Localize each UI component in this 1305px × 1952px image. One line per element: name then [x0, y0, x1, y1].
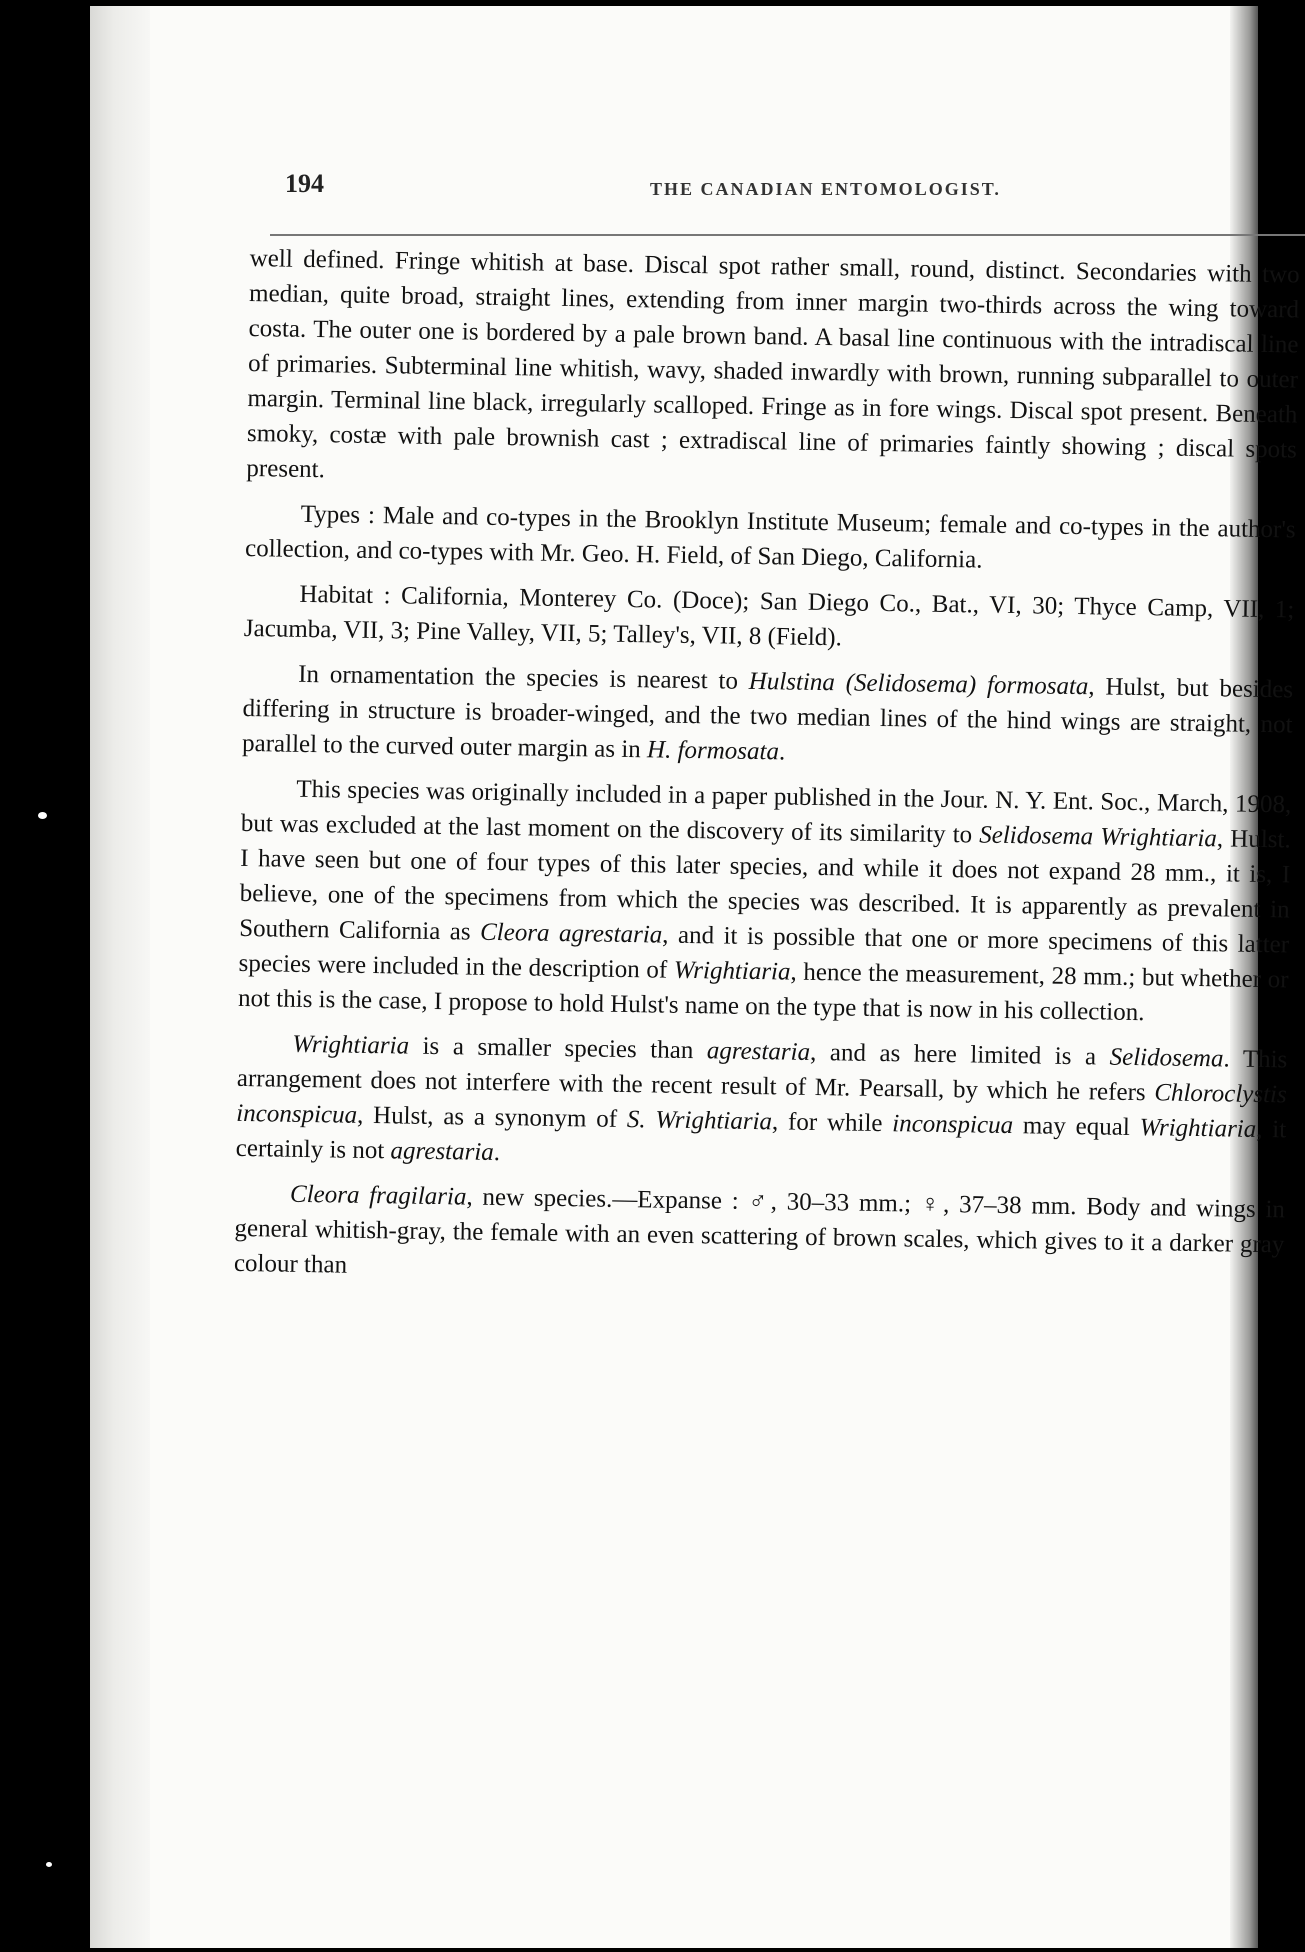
paragraph-text: This species was originally included in a paper published in the Jour. N. Y. Ent. Soc., March, 1908, but was excluded at the last moment on the discovery of its similarity to — [240, 775, 1292, 849]
italic-taxon-text: Chloroclystis inconspicua — [236, 1079, 1287, 1129]
paragraph-text: . — [493, 1138, 501, 1167]
page-number: 194 — [285, 169, 324, 198]
paragraph-text: . — [778, 738, 786, 766]
paragraph — [234, 1176, 1286, 1297]
paragraph — [245, 496, 1296, 582]
italic-taxon-text: Hulstina (Selidosema) formosata — [748, 667, 1089, 701]
page-gutter-shadow — [90, 6, 150, 1948]
italic-taxon-text: H. formosata — [646, 736, 780, 766]
italic-taxon-text: Selidosema Wrightiaria — [979, 821, 1218, 853]
italic-taxon-text: Wrightiaria — [1139, 1114, 1257, 1143]
page-header — [285, 169, 1305, 199]
paragraph-text: , and as here limited is a — [809, 1038, 1110, 1071]
paragraph-text: , Hulst. I have seen but one of four types of this later species, and while it does not expand 28 mm., it is, I believe, one of the specimens from which the species was described. It is apparently as prevalent in Southern California as — [238, 825, 1291, 946]
paragraph — [246, 241, 1300, 502]
paragraph — [242, 656, 1294, 777]
italic-taxon-text: agrestaria — [390, 1137, 495, 1166]
scan-speck — [46, 1862, 52, 1867]
paragraph-text: , new species.—Expanse : ♂, 30–33 mm.; ♀, 37–38 mm. Body and wings in general whitish-gray, the female with an even scattering of brown scales, which gives to it a darker gray colour than — [233, 1183, 1286, 1279]
italic-taxon-text: Selidosema — [1109, 1043, 1224, 1073]
paragraph-text: Habitat : California, Monterey Co. (Doce); San Diego Co., Bat., VI, 30; Thyce Camp, VII, 1; Jacumba, VII, 3; Pine Valley, VII, 5; Talley's, VII, 8 (Field). — [243, 580, 1295, 652]
paragraph — [238, 771, 1292, 1032]
header-rule — [270, 234, 1305, 236]
paragraph-text: , and it is possible that one or more specimens of this latter species were included in the description of — [238, 921, 1290, 984]
paragraph-text: , for while — [771, 1108, 893, 1138]
paragraph-text: . This arrangement does not interfere with the recent result of Mr. Pearsall, by which he refers — [236, 1045, 1288, 1107]
paragraph-text: In ornamentation the species is nearest to — [297, 660, 749, 695]
scanned-page — [90, 6, 1300, 1948]
running-head: THE CANADIAN ENTOMOLOGIST. — [650, 179, 1001, 199]
paragraph-text: , Hulst, but besides differing in structure is broader-winged, and the two median lines of the hind wings are straight, not parallel to the curved outer margin as in — [241, 673, 1294, 764]
italic-taxon-text: inconspicua — [892, 1110, 1014, 1140]
paragraph-text: is a smaller species than — [408, 1032, 708, 1065]
scan-speck — [38, 812, 47, 819]
italic-taxon-text: Wrightiaria — [673, 956, 791, 986]
paragraph-text: , hence the measurement, 28 mm.; but whether or not this is the case, I propose to hold Hulst's name on the type that is now in his collection. — [237, 958, 1289, 1027]
italic-taxon-text: agrestaria — [706, 1037, 811, 1066]
paragraph-text: may equal — [1012, 1112, 1140, 1142]
paragraph-text: well defined. Fringe whitish at base. Discal spot rather small, round, distinct. Secondaries with two median, quite broad, straight lines, extending from inner margin two-thirds across the wing toward costa. The outer one is bordered by a pale brown band. A basal line continuous with the intradiscal line of primaries. Subterminal line whitish, wavy, shaded inwardly with brown, running subparallel to outer margin. Terminal line black, irregularly scalloped. Fringe as in fore wings. Discal spot present. Beneath smoky, costæ with pale brownish cast ; extradiscal line of primaries faintly showing ; discal spots present. — [246, 244, 1300, 484]
italic-taxon-text: Wrightiaria — [292, 1030, 410, 1060]
italic-taxon-text: Cleora agrestaria — [479, 918, 663, 949]
paragraph-text: Types : Male and co-types in the Brooklyn Institute Museum; female and co-types in the author's collection, and co-types with Mr. Geo. H. Field, of San Diego, California. — [244, 500, 1296, 574]
article-body — [234, 241, 1300, 1307]
paragraph-text: , Hulst, as a synonym of — [356, 1101, 628, 1134]
paragraph — [235, 1026, 1287, 1182]
paragraph — [244, 576, 1295, 662]
italic-taxon-text: Cleora fragilaria — [289, 1180, 467, 1211]
italic-taxon-text: S. Wrightiaria — [626, 1106, 773, 1136]
paragraph-text: , it certainly is not — [235, 1115, 1287, 1165]
